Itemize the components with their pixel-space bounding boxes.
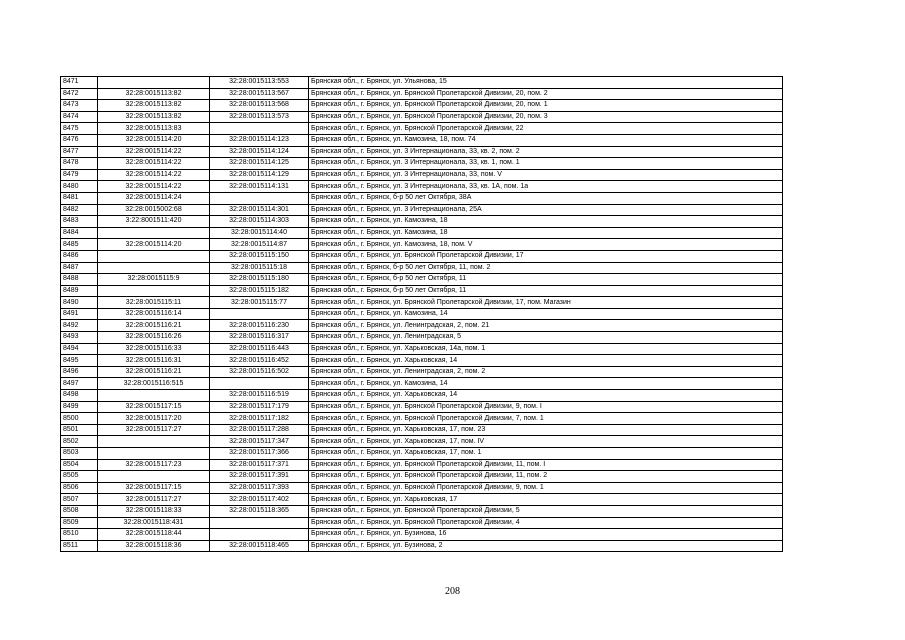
object-cadastral-number-cell: 32:28:0015115:77: [210, 297, 309, 309]
land-cadastral-number-cell: 32:28:0015115:11: [98, 297, 210, 309]
row-number-cell: 8493: [61, 332, 98, 344]
table-row: [61, 482, 783, 494]
object-cadastral-number-cell: 32:28:0015117:402: [210, 494, 309, 506]
land-cadastral-number-cell: 32:28:0015117:20: [98, 413, 210, 425]
object-cadastral-number-cell: 32:28:0015116:452: [210, 355, 309, 367]
land-cadastral-number-cell: 32:28:0015114:22: [98, 158, 210, 170]
land-cadastral-number-cell: 32:28:0015117:23: [98, 459, 210, 471]
address-cell: Брянская обл., г. Брянск, ул. Ульянова, 15: [309, 77, 783, 89]
row-number-cell: 8474: [61, 111, 98, 123]
table-row: [61, 216, 783, 228]
land-cadastral-number-cell: 32:28:0015113:82: [98, 88, 210, 100]
row-number-cell: 8495: [61, 355, 98, 367]
row-number-cell: 8511: [61, 540, 98, 552]
land-cadastral-number-cell: [98, 285, 210, 297]
land-cadastral-number-cell: 32:28:0015116:515: [98, 378, 210, 390]
row-number-cell: 8510: [61, 529, 98, 541]
land-cadastral-number-cell: 32:28:0015115:9: [98, 274, 210, 286]
object-cadastral-number-cell: 32:28:0015116:317: [210, 332, 309, 344]
land-cadastral-number-cell: [98, 436, 210, 448]
land-cadastral-number-cell: 32:28:0015118:431: [98, 517, 210, 529]
address-cell: Брянская обл., г. Брянск, ул. Брянской Пролетарской Дивизии, 20, пом. 2: [309, 88, 783, 100]
table-row: [61, 540, 783, 552]
address-cell: Брянская обл., г. Брянск, ул. Харьковская, 17, пом. 1: [309, 448, 783, 460]
row-number-cell: 8472: [61, 88, 98, 100]
land-cadastral-number-cell: 32:28:0015117:15: [98, 482, 210, 494]
row-number-cell: 8475: [61, 123, 98, 135]
address-cell: Брянская обл., г. Брянск, ул. Ленинградская, 5: [309, 332, 783, 344]
land-cadastral-number-cell: 32:28:0015113:82: [98, 100, 210, 112]
row-number-cell: 8503: [61, 448, 98, 460]
row-number-cell: 8505: [61, 471, 98, 483]
address-cell: Брянская обл., г. Брянск, ул. Брянской Пролетарской Дивизии, 4: [309, 517, 783, 529]
table-row: [61, 343, 783, 355]
land-cadastral-number-cell: [98, 77, 210, 89]
object-cadastral-number-cell: 32:28:0015114:131: [210, 181, 309, 193]
table-row: [61, 390, 783, 402]
land-cadastral-number-cell: 32:28:0015118:44: [98, 529, 210, 541]
land-cadastral-number-cell: 32:28:0015116:14: [98, 308, 210, 320]
address-cell: Брянская обл., г. Брянск, ул. Брянской Пролетарской Дивизии, 20, пом. 3: [309, 111, 783, 123]
address-cell: Брянская обл., г. Брянск, б-р 50 лет Октября, 38А: [309, 192, 783, 204]
registry-table-body: [61, 77, 783, 552]
object-cadastral-number-cell: 32:28:0015114:40: [210, 227, 309, 239]
page-number: 208: [445, 586, 460, 597]
row-number-cell: 8492: [61, 320, 98, 332]
object-cadastral-number-cell: 32:28:0015114:301: [210, 204, 309, 216]
table-row: [61, 366, 783, 378]
row-number-cell: 8483: [61, 216, 98, 228]
row-number-cell: 8490: [61, 297, 98, 309]
row-number-cell: 8501: [61, 424, 98, 436]
row-number-cell: 8479: [61, 169, 98, 181]
address-cell: Брянская обл., г. Брянск, ул. Харьковская, 14а, пом. 1: [309, 343, 783, 355]
address-cell: Брянская обл., г. Брянск, ул. Брянской Пролетарской Дивизии, 17, пом. Магазин: [309, 297, 783, 309]
object-cadastral-number-cell: 32:28:0015113:567: [210, 88, 309, 100]
object-cadastral-number-cell: 32:28:0015118:465: [210, 540, 309, 552]
address-cell: Брянская обл., г. Брянск, б-р 50 лет Октября, 11: [309, 274, 783, 286]
table-row: [61, 285, 783, 297]
row-number-cell: 8494: [61, 343, 98, 355]
table-row: [61, 529, 783, 541]
object-cadastral-number-cell: 32:28:0015117:366: [210, 448, 309, 460]
table-row: [61, 274, 783, 286]
address-cell: Брянская обл., г. Брянск, ул. Бузинова, 2: [309, 540, 783, 552]
table-row: [61, 378, 783, 390]
table-row: [61, 250, 783, 262]
address-cell: Брянская обл., г. Брянск, ул. Камозина, 18, пом. V: [309, 239, 783, 251]
object-cadastral-number-cell: 32:28:0015117:393: [210, 482, 309, 494]
row-number-cell: 8471: [61, 77, 98, 89]
table-row: [61, 517, 783, 529]
table-row: [61, 505, 783, 517]
land-cadastral-number-cell: 32:28:0015117:27: [98, 494, 210, 506]
object-cadastral-number-cell: 32:28:0015117:347: [210, 436, 309, 448]
address-cell: Брянская обл., г. Брянск, ул. 3 Интернационала, 33, кв. 1А, пом. 1а: [309, 181, 783, 193]
object-cadastral-number-cell: 32:28:0015118:365: [210, 505, 309, 517]
address-cell: Брянская обл., г. Брянск, ул. Харьковская, 14: [309, 390, 783, 402]
row-number-cell: 8486: [61, 250, 98, 262]
object-cadastral-number-cell: 32:28:0015116:443: [210, 343, 309, 355]
row-number-cell: 8480: [61, 181, 98, 193]
object-cadastral-number-cell: [210, 378, 309, 390]
land-cadastral-number-cell: 32:28:0015117:27: [98, 424, 210, 436]
table-row: [61, 494, 783, 506]
address-cell: Брянская обл., г. Брянск, ул. Брянской Пролетарской Дивизии, 22: [309, 123, 783, 135]
row-number-cell: 8497: [61, 378, 98, 390]
land-cadastral-number-cell: 32:28:0015114:22: [98, 146, 210, 158]
address-cell: Брянская обл., г. Брянск, б-р 50 лет Октября, 11, пом. 2: [309, 262, 783, 274]
object-cadastral-number-cell: 32:28:0015117:371: [210, 459, 309, 471]
object-cadastral-number-cell: 32:28:0015116:502: [210, 366, 309, 378]
table-row: [61, 181, 783, 193]
land-cadastral-number-cell: [98, 262, 210, 274]
address-cell: Брянская обл., г. Брянск, ул. Камозина, 18, пом. 74: [309, 134, 783, 146]
land-cadastral-number-cell: 32:28:0015116:33: [98, 343, 210, 355]
row-number-cell: 8484: [61, 227, 98, 239]
table-row: [61, 169, 783, 181]
object-cadastral-number-cell: 32:28:0015114:125: [210, 158, 309, 170]
address-cell: Брянская обл., г. Брянск, ул. Брянской Пролетарской Дивизии, 17: [309, 250, 783, 262]
address-cell: Брянская обл., г. Брянск, ул. Брянской Пролетарской Дивизии, 11, пом. 2: [309, 471, 783, 483]
table-row: [61, 158, 783, 170]
table-row: [61, 436, 783, 448]
object-cadastral-number-cell: 32:28:0015114:87: [210, 239, 309, 251]
table-row: [61, 111, 783, 123]
table-row: [61, 448, 783, 460]
land-cadastral-number-cell: 3:22:8001511:420: [98, 216, 210, 228]
land-cadastral-number-cell: 32:28:0015114:24: [98, 192, 210, 204]
land-cadastral-number-cell: 32:28:0015116:21: [98, 320, 210, 332]
object-cadastral-number-cell: [210, 529, 309, 541]
land-cadastral-number-cell: 32:28:0015114:22: [98, 169, 210, 181]
row-number-cell: 8482: [61, 204, 98, 216]
table-row: [61, 204, 783, 216]
row-number-cell: 8504: [61, 459, 98, 471]
object-cadastral-number-cell: [210, 308, 309, 320]
table-row: [61, 77, 783, 89]
row-number-cell: 8508: [61, 505, 98, 517]
table-row: [61, 320, 783, 332]
table-row: [61, 424, 783, 436]
land-cadastral-number-cell: 32:28:0015114:20: [98, 134, 210, 146]
table-row: [61, 100, 783, 112]
object-cadastral-number-cell: 32:28:0015114:123: [210, 134, 309, 146]
row-number-cell: 8481: [61, 192, 98, 204]
object-cadastral-number-cell: 32:28:0015117:391: [210, 471, 309, 483]
address-cell: Брянская обл., г. Брянск, ул. Бузинова, 16: [309, 529, 783, 541]
address-cell: Брянская обл., г. Брянск, ул. Ленинградская, 2, пом. 21: [309, 320, 783, 332]
address-cell: Брянская обл., г. Брянск, ул. Камозина, 18: [309, 216, 783, 228]
address-cell: Брянская обл., г. Брянск, ул. Брянской Пролетарской Дивизии, 5: [309, 505, 783, 517]
land-cadastral-number-cell: 32:28:0015116:31: [98, 355, 210, 367]
table-row: [61, 413, 783, 425]
row-number-cell: 8476: [61, 134, 98, 146]
row-number-cell: 8502: [61, 436, 98, 448]
row-number-cell: 8499: [61, 401, 98, 413]
object-cadastral-number-cell: 32:28:0015116:519: [210, 390, 309, 402]
registry-table: [60, 76, 783, 552]
object-cadastral-number-cell: 32:28:0015117:288: [210, 424, 309, 436]
row-number-cell: 8491: [61, 308, 98, 320]
land-cadastral-number-cell: 32:28:0015117:15: [98, 401, 210, 413]
row-number-cell: 8500: [61, 413, 98, 425]
row-number-cell: 8496: [61, 366, 98, 378]
address-cell: Брянская обл., г. Брянск, ул. 3 Интернационала, 33, кв. 2, пом. 2: [309, 146, 783, 158]
table-row: [61, 471, 783, 483]
object-cadastral-number-cell: 32:28:0015115:182: [210, 285, 309, 297]
land-cadastral-number-cell: 32:28:0015113:82: [98, 111, 210, 123]
address-cell: Брянская обл., г. Брянск, ул. Камозина, 14: [309, 308, 783, 320]
row-number-cell: 8473: [61, 100, 98, 112]
object-cadastral-number-cell: 32:28:0015117:182: [210, 413, 309, 425]
row-number-cell: 8509: [61, 517, 98, 529]
address-cell: Брянская обл., г. Брянск, ул. 3 Интернационала, 33, пом. V: [309, 169, 783, 181]
land-cadastral-number-cell: [98, 471, 210, 483]
row-number-cell: 8507: [61, 494, 98, 506]
land-cadastral-number-cell: 32:28:0015114:20: [98, 239, 210, 251]
table-row: [61, 401, 783, 413]
land-cadastral-number-cell: 32:28:0015002:68: [98, 204, 210, 216]
table-row: [61, 123, 783, 135]
address-cell: Брянская обл., г. Брянск, ул. Брянской Пролетарской Дивизии, 7, пом. 1: [309, 413, 783, 425]
object-cadastral-number-cell: 32:28:0015113:573: [210, 111, 309, 123]
land-cadastral-number-cell: [98, 250, 210, 262]
address-cell: Брянская обл., г. Брянск, ул. Брянской Пролетарской Дивизии, 20, пом. 1: [309, 100, 783, 112]
address-cell: Брянская обл., г. Брянск, ул. Харьковская, 17: [309, 494, 783, 506]
land-cadastral-number-cell: [98, 448, 210, 460]
row-number-cell: 8506: [61, 482, 98, 494]
object-cadastral-number-cell: 32:28:0015114:303: [210, 216, 309, 228]
land-cadastral-number-cell: [98, 227, 210, 239]
land-cadastral-number-cell: 32:28:0015116:21: [98, 366, 210, 378]
table-row: [61, 355, 783, 367]
address-cell: Брянская обл., г. Брянск, ул. 3 Интернационала, 33, кв. 1, пом. 1: [309, 158, 783, 170]
object-cadastral-number-cell: [210, 123, 309, 135]
land-cadastral-number-cell: 32:28:0015118:36: [98, 540, 210, 552]
land-cadastral-number-cell: 32:28:0015114:22: [98, 181, 210, 193]
table-row: [61, 332, 783, 344]
address-cell: Брянская обл., г. Брянск, ул. Камозина, 14: [309, 378, 783, 390]
object-cadastral-number-cell: 32:28:0015115:180: [210, 274, 309, 286]
address-cell: Брянская обл., г. Брянск, ул. Брянской Пролетарской Дивизии, 9, пом. I: [309, 401, 783, 413]
table-row: [61, 227, 783, 239]
object-cadastral-number-cell: 32:28:0015116:230: [210, 320, 309, 332]
object-cadastral-number-cell: [210, 517, 309, 529]
object-cadastral-number-cell: 32:28:0015113:553: [210, 77, 309, 89]
table-row: [61, 262, 783, 274]
row-number-cell: 8489: [61, 285, 98, 297]
land-cadastral-number-cell: 32:28:0015118:33: [98, 505, 210, 517]
land-cadastral-number-cell: [98, 390, 210, 402]
land-cadastral-number-cell: 32:28:0015116:26: [98, 332, 210, 344]
object-cadastral-number-cell: 32:28:0015115:150: [210, 250, 309, 262]
object-cadastral-number-cell: 32:28:0015113:568: [210, 100, 309, 112]
address-cell: Брянская обл., г. Брянск, ул. Харьковская, 17, пом. 23: [309, 424, 783, 436]
object-cadastral-number-cell: 32:28:0015114:129: [210, 169, 309, 181]
object-cadastral-number-cell: 32:28:0015117:179: [210, 401, 309, 413]
table-row: [61, 146, 783, 158]
land-cadastral-number-cell: 32:28:0015113:83: [98, 123, 210, 135]
table-row: [61, 297, 783, 309]
object-cadastral-number-cell: [210, 192, 309, 204]
row-number-cell: 8498: [61, 390, 98, 402]
row-number-cell: 8487: [61, 262, 98, 274]
table-row: [61, 239, 783, 251]
object-cadastral-number-cell: 32:28:0015114:124: [210, 146, 309, 158]
address-cell: Брянская обл., г. Брянск, ул. Харьковская, 17, пом. IV: [309, 436, 783, 448]
table-row: [61, 88, 783, 100]
row-number-cell: 8488: [61, 274, 98, 286]
table-row: [61, 308, 783, 320]
row-number-cell: 8477: [61, 146, 98, 158]
address-cell: Брянская обл., г. Брянск, ул. Камозина, 18: [309, 227, 783, 239]
address-cell: Брянская обл., г. Брянск, б-р 50 лет Октября, 11: [309, 285, 783, 297]
row-number-cell: 8478: [61, 158, 98, 170]
address-cell: Брянская обл., г. Брянск, ул. 3 Интернационала, 25А: [309, 204, 783, 216]
address-cell: Брянская обл., г. Брянск, ул. Брянской Пролетарской Дивизии, 9, пом. 1: [309, 482, 783, 494]
table-row: [61, 134, 783, 146]
table-row: [61, 192, 783, 204]
row-number-cell: 8485: [61, 239, 98, 251]
object-cadastral-number-cell: 32:28:0015115:18: [210, 262, 309, 274]
address-cell: Брянская обл., г. Брянск, ул. Харьковская, 14: [309, 355, 783, 367]
address-cell: Брянская обл., г. Брянск, ул. Ленинградская, 2, пом. 2: [309, 366, 783, 378]
table-row: [61, 459, 783, 471]
address-cell: Брянская обл., г. Брянск, ул. Брянской Пролетарской Дивизии, 11, пом. I: [309, 459, 783, 471]
